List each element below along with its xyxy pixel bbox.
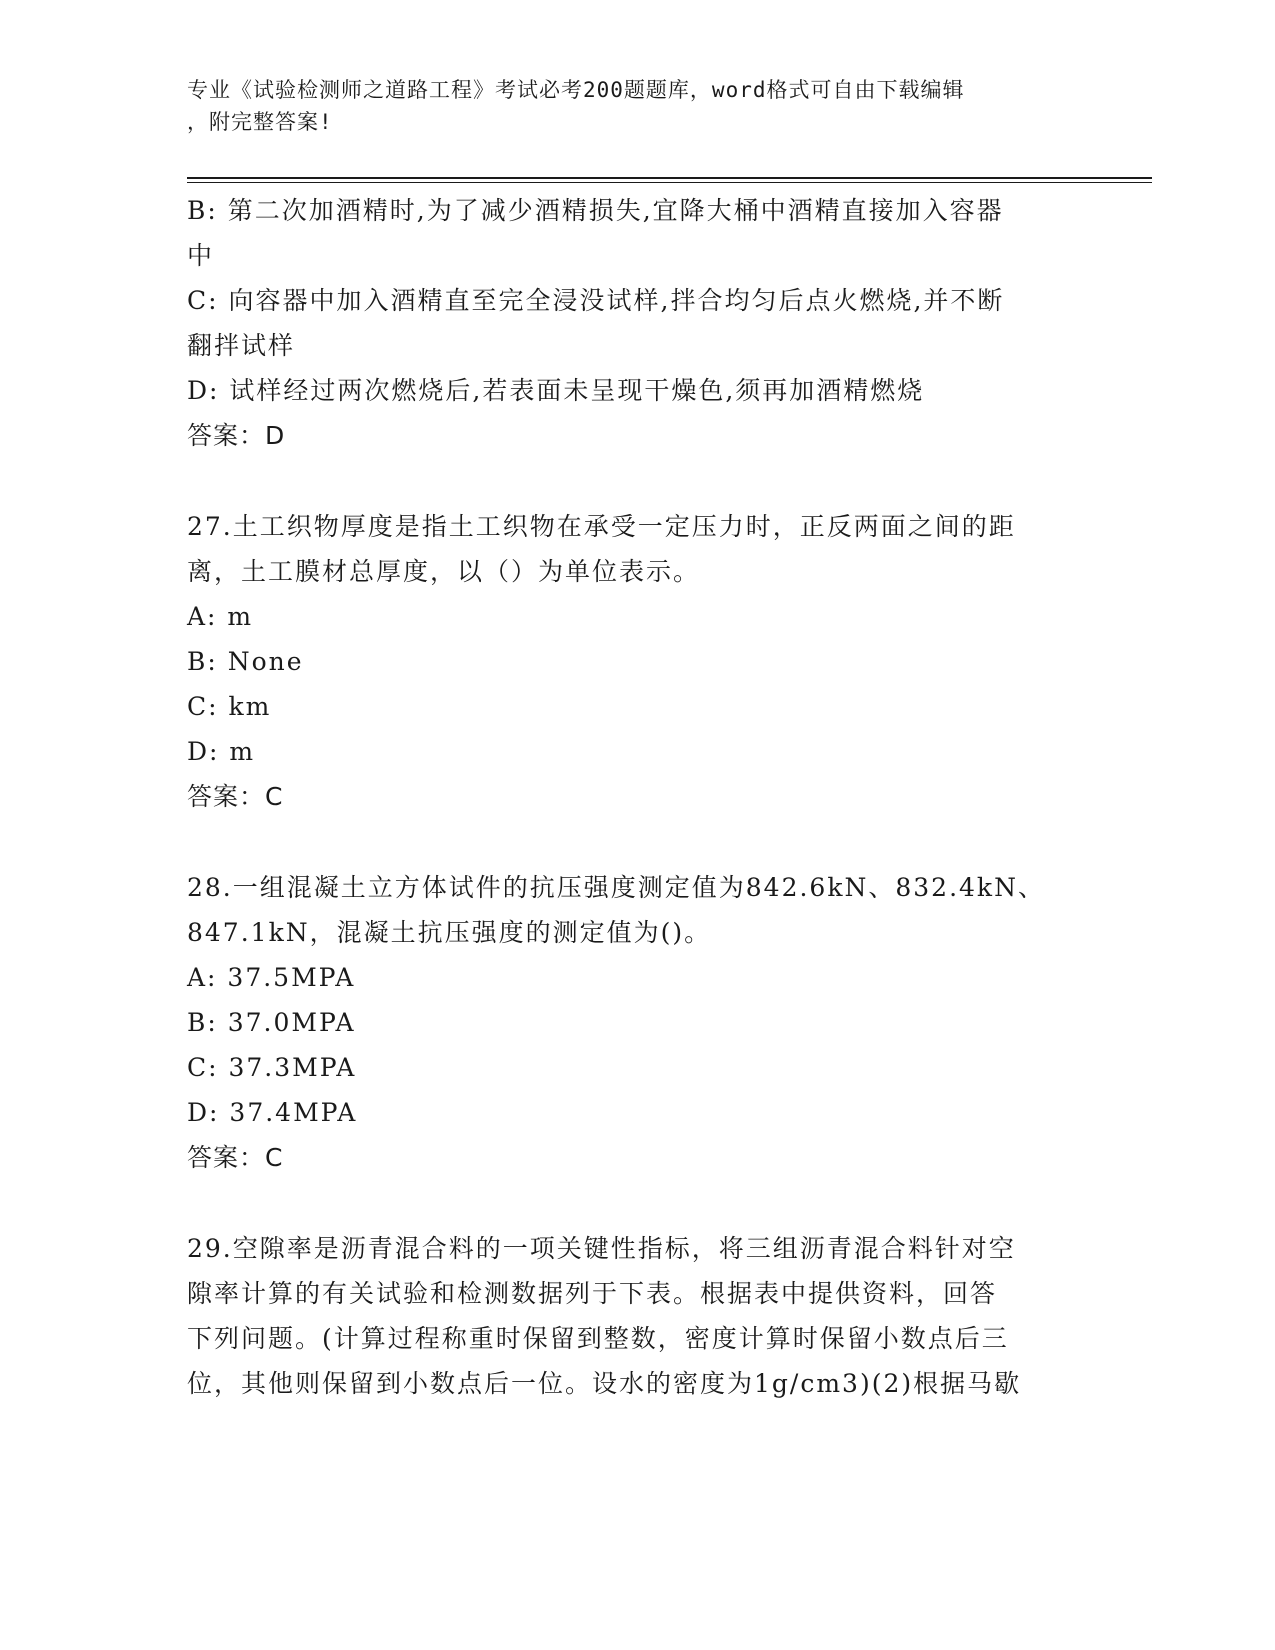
- option-c-line-1: C: 向容器中加入酒精直至完全浸没试样,拌合均匀后点火燃烧,并不断: [187, 286, 1005, 315]
- option-b: B: 37.0MPA: [187, 1008, 356, 1037]
- question-27: [187, 504, 1067, 819]
- question-content: [187, 188, 1067, 1406]
- question-28: [187, 865, 1067, 1180]
- question-stem-line-4: 位，其他则保留到小数点后一位。设水的密度为1g/cm3)(2)根据马歇: [187, 1369, 1022, 1398]
- header-divider-thick: [187, 177, 1152, 179]
- option-d: D: 37.4MPA: [187, 1098, 358, 1127]
- header-title-line-1: 专业《试验检测师之道路工程》考试必考200题题库，word格式可自由下载编辑: [187, 78, 965, 102]
- option-b-line-1: B: 第二次加酒精时,为了减少酒精损失,宜降大桶中酒精直接加入容器: [187, 196, 1004, 225]
- option-c-line-2: 翻拌试样: [187, 331, 296, 360]
- question-stem-line-2: 隙率计算的有关试验和检测数据列于下表。根据表中提供资料，回答: [187, 1279, 998, 1308]
- question-stem-line-2: 847.1kN，混凝土抗压强度的测定值为()。: [187, 918, 712, 947]
- question-29: [187, 1226, 1067, 1406]
- option-d: D: 试样经过两次燃烧后,若表面未呈现干燥色,须再加酒精燃烧: [187, 376, 925, 405]
- option-a: A: m: [187, 602, 254, 631]
- question-stem-line-1: 28.一组混凝土立方体试件的抗压强度测定值为842.6kN、832.4kN、: [187, 873, 1045, 902]
- option-a: A: 37.5MPA: [187, 963, 356, 992]
- answer-label: 答案：C: [187, 1143, 284, 1172]
- header-title-line-2: ，附完整答案!: [187, 110, 333, 134]
- answer-label: 答案：C: [187, 782, 284, 811]
- answer-label: 答案：D: [187, 421, 286, 450]
- spacer: [187, 458, 1067, 504]
- question-26: [187, 188, 1067, 458]
- question-stem-line-1: 27.土工织物厚度是指土工织物在承受一定压力时，正反两面之间的距: [187, 512, 1016, 541]
- option-b-line-2: 中: [187, 241, 215, 270]
- question-stem-line-3: 下列问题。(计算过程称重时保留到整数，密度计算时保留小数点后三: [187, 1324, 1009, 1353]
- option-c: C: km: [187, 692, 272, 721]
- header-divider-thin: [187, 182, 1152, 183]
- question-stem-line-2: 离，土工膜材总厚度，以（）为单位表示。: [187, 557, 701, 586]
- option-d: D: m: [187, 737, 256, 766]
- question-stem-line-1: 29.空隙率是沥青混合料的一项关键性指标，将三组沥青混合料针对空: [187, 1234, 1016, 1263]
- spacer: [187, 819, 1067, 865]
- option-c: C: 37.3MPA: [187, 1053, 357, 1082]
- spacer: [187, 1180, 1067, 1226]
- page-header: [187, 74, 1067, 138]
- option-b: B: None: [187, 647, 304, 676]
